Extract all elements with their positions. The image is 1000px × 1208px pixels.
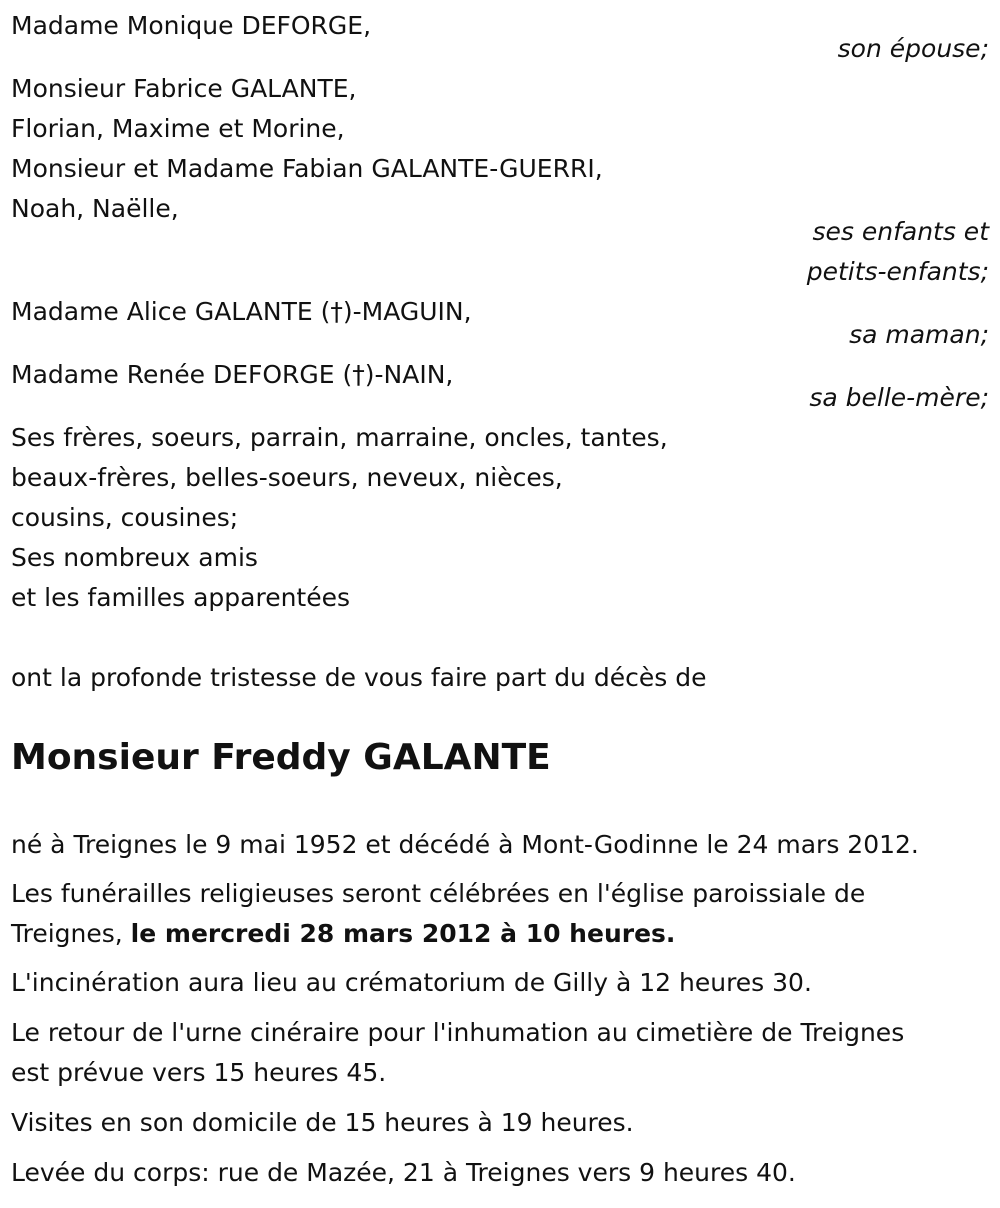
mother-role: sa maman; — [849, 320, 989, 349]
deceased-name: Monsieur Freddy GALANTE — [11, 737, 551, 778]
relatives-line: et les familles apparentées — [11, 583, 351, 612]
funeral-line: Les funérailles religieuses seront célébrées en l'église paroissiale de — [11, 879, 866, 908]
children-role: ses enfants et — [812, 217, 989, 246]
child-line: Monsieur et Madame Fabian GALANTE-GUERRI, — [11, 154, 603, 183]
birth-death-line: né à Treignes le 9 mai 1952 et décédé à Mont-Godinne le 24 mars 2012. — [11, 830, 919, 859]
funeral-place: Treignes, — [11, 919, 131, 948]
mother-name: Madame Alice GALANTE (†)-MAGUIN, — [11, 297, 472, 326]
mother-in-law-name: Madame Renée DEFORGE (†)-NAIN, — [11, 360, 454, 389]
relatives-line: beaux-frères, belles-soeurs, neveux, nièces, — [11, 463, 563, 492]
spouse-name: Madame Monique DEFORGE, — [11, 11, 372, 40]
relatives-line: Ses frères, soeurs, parrain, marraine, oncles, tantes, — [11, 423, 668, 452]
cremation-line: L'incinération aura lieu au crématorium de Gilly à 12 heures 30. — [11, 968, 812, 997]
relatives-line: Ses nombreux amis — [11, 543, 258, 572]
child-line: Noah, Naëlle, — [11, 194, 179, 223]
mother-in-law-role: sa belle-mère; — [809, 383, 989, 412]
urn-line-2: est prévue vers 15 heures 45. — [11, 1058, 387, 1087]
levee-line: Levée du corps: rue de Mazée, 21 à Treignes vers 9 heures 40. — [11, 1158, 796, 1187]
urn-line: Le retour de l'urne cinéraire pour l'inhumation au cimetière de Treignes — [11, 1018, 905, 1047]
children-role-cont: petits-enfants; — [806, 257, 989, 286]
spouse-role: son épouse; — [837, 34, 989, 63]
visits-line: Visites en son domicile de 15 heures à 19 heures. — [11, 1108, 634, 1137]
announcement-text: ont la profonde tristesse de vous faire part du décès de — [11, 663, 707, 692]
relatives-line: cousins, cousines; — [11, 503, 239, 532]
child-line: Monsieur Fabrice GALANTE, — [11, 74, 357, 103]
child-line: Florian, Maxime et Morine, — [11, 114, 345, 143]
funeral-date: le mercredi 28 mars 2012 à 10 heures. — [130, 919, 676, 948]
funeral-line-2 — [11, 919, 675, 949]
